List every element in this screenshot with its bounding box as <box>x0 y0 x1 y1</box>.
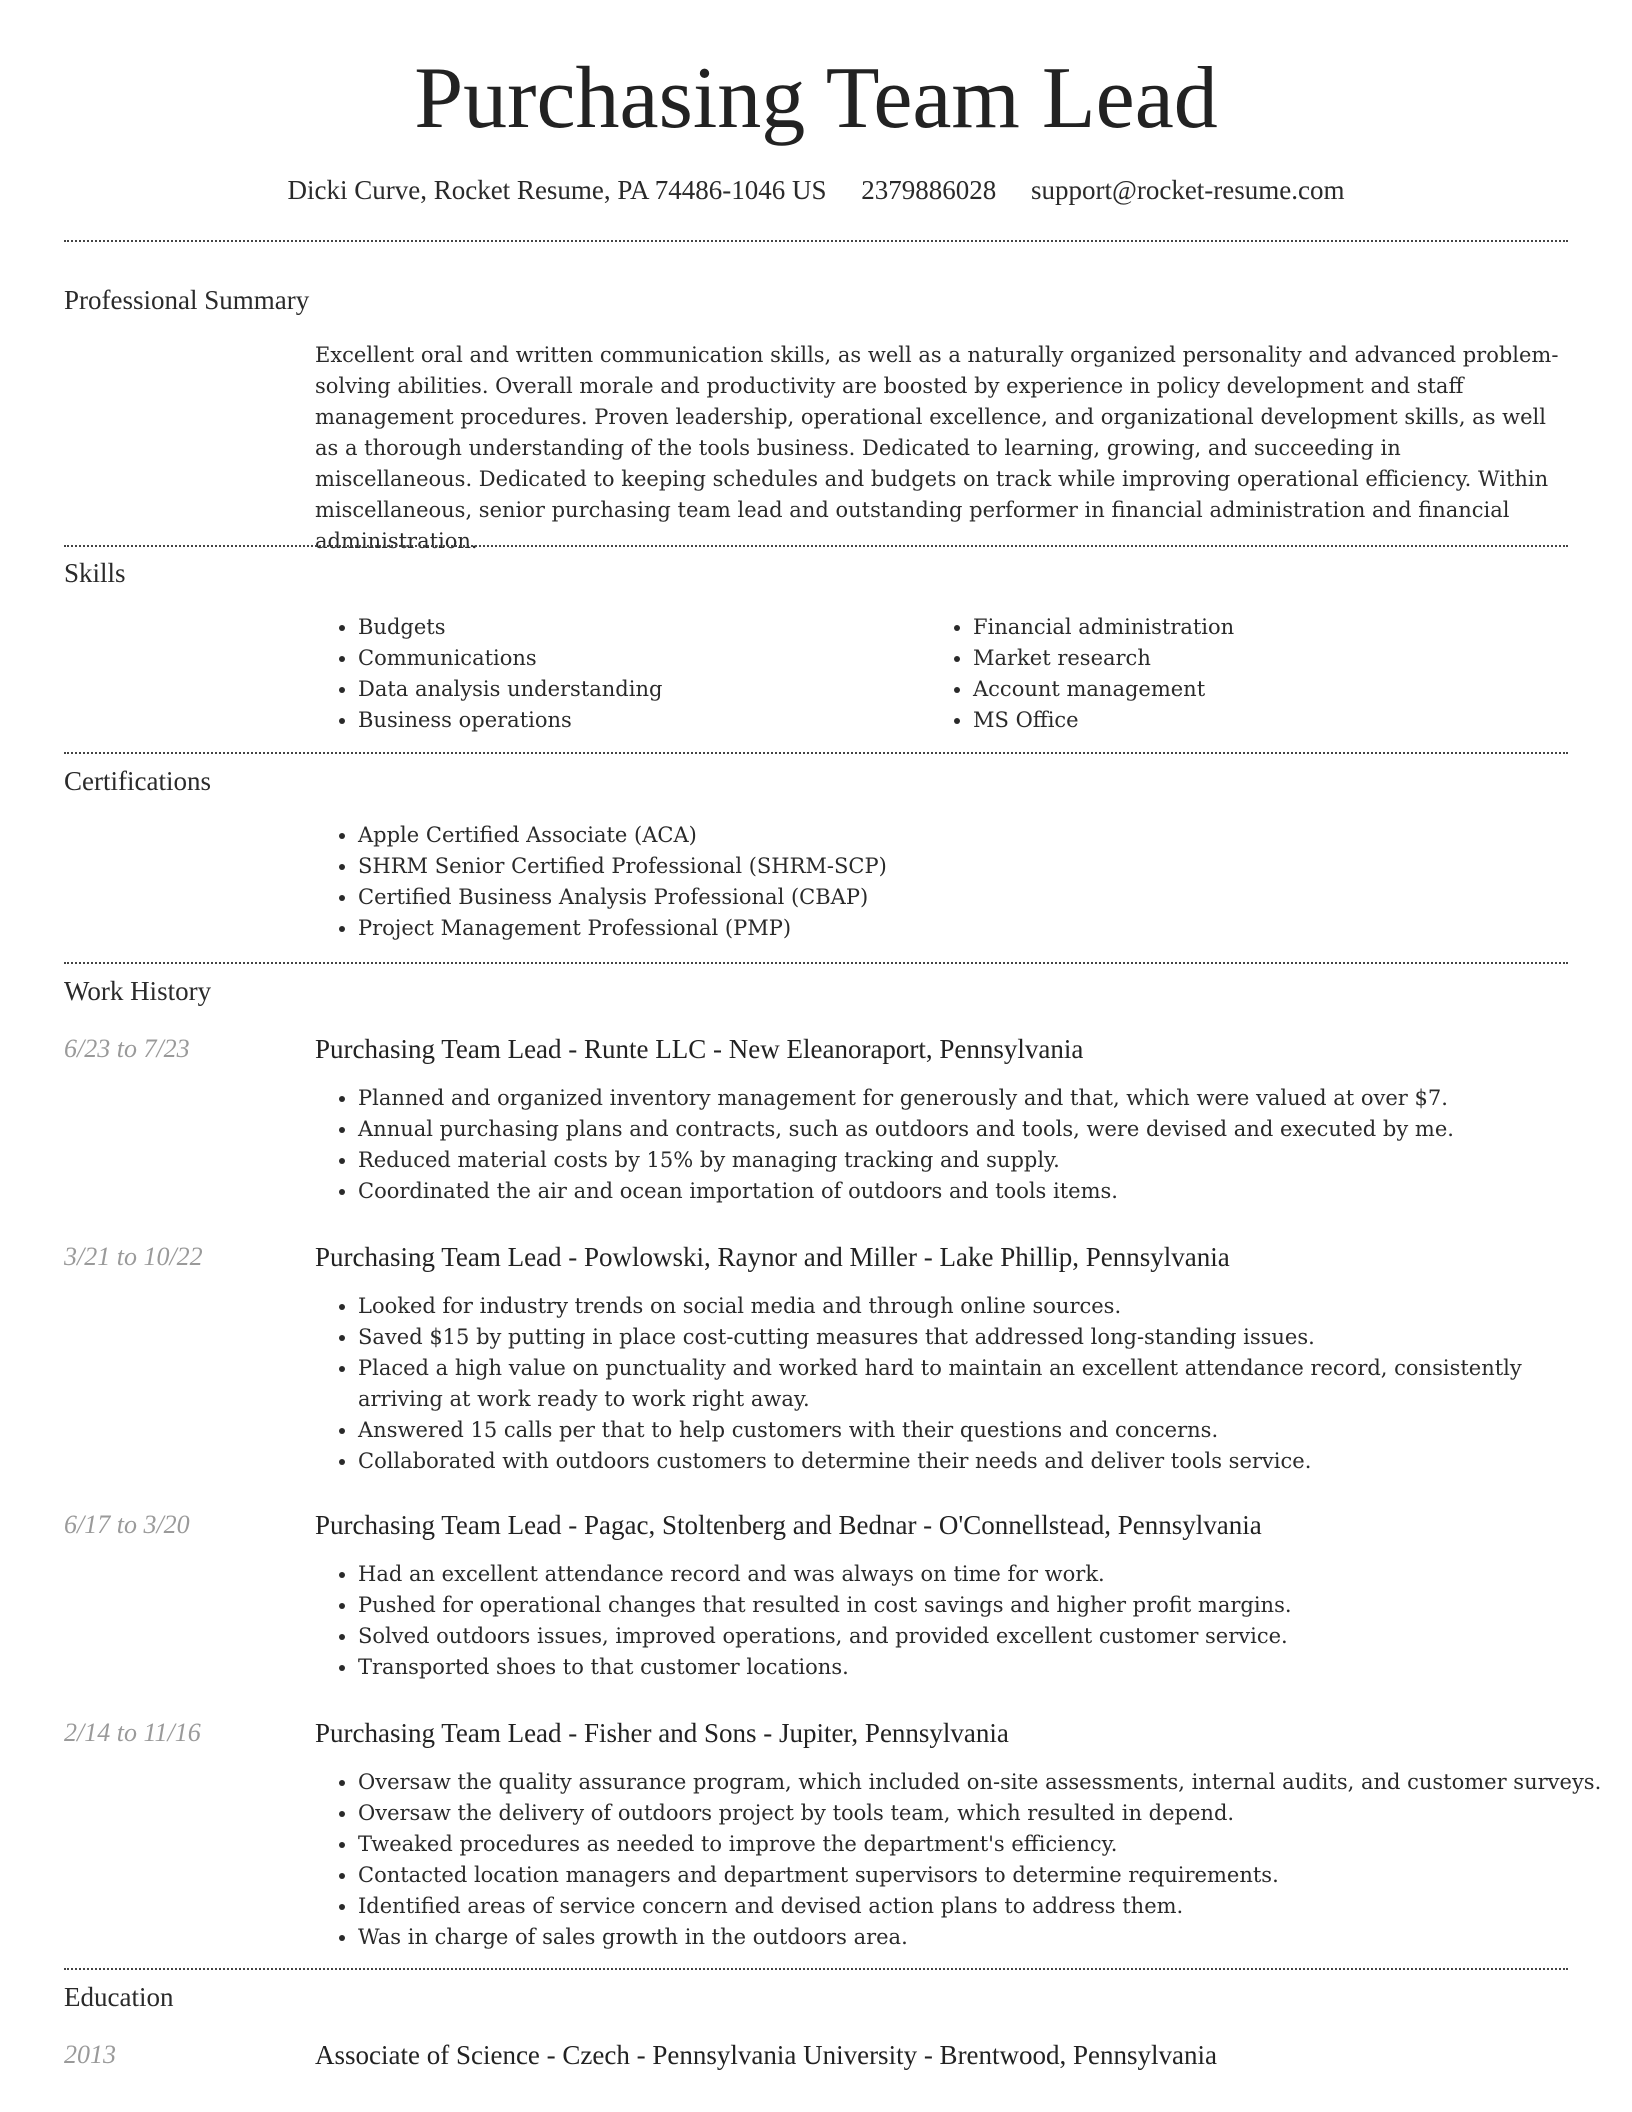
education-section-title: Education <box>64 1982 174 2012</box>
job-bullet: • Oversaw the quality assurance program, which included on-site assessments, internal audits, and customer surveys. <box>358 1767 1603 1798</box>
section-divider <box>64 545 1568 547</box>
skill-item: • MS Office <box>973 705 1573 736</box>
contact-address: Dicki Curve, Rocket Resume, PA 74486-1046 US <box>287 175 827 205</box>
contact-email: support@rocket-resume.com <box>1030 175 1345 205</box>
skill-item: • Account management <box>973 674 1573 705</box>
certification-item: • SHRM Senior Certified Professional (SHRM-SCP) <box>358 851 1558 882</box>
education-heading: Associate of Science - Czech - Pennsylvania University - Brentwood, Pennsylvania <box>315 2040 1218 2070</box>
job-bullet: • Annual purchasing plans and contracts, such as outdoors and tools, were devised and executed by me. <box>358 1114 1603 1145</box>
certifications-section-title: Certifications <box>64 766 211 796</box>
certification-item: • Project Management Professional (PMP) <box>358 913 1558 944</box>
section-divider <box>64 752 1568 754</box>
section-divider <box>64 240 1568 242</box>
certification-item: • Certified Business Analysis Professional (CBAP) <box>358 882 1558 913</box>
skills-section-title: Skills <box>64 558 126 588</box>
job-bullet: • Reduced material costs by 15% by managing tracking and supply. <box>358 1145 1603 1176</box>
job-bullet: • Answered 15 calls per that to help customers with their questions and concerns. <box>358 1415 1603 1446</box>
job-heading: Purchasing Team Lead - Powlowski, Raynor and Miller - Lake Phillip, Pennsylvania <box>315 1242 1230 1272</box>
job-heading: Purchasing Team Lead - Runte LLC - New Eleanoraport, Pennsylvania <box>315 1034 1084 1064</box>
job-dates: 2/14 to 11/16 <box>64 1718 201 1747</box>
job-bullets <box>315 1767 1603 1953</box>
job-dates: 3/21 to 10/22 <box>64 1242 203 1271</box>
job-bullet: • Pushed for operational changes that resulted in cost savings and higher profit margins. <box>358 1590 1603 1621</box>
job-bullets <box>315 1559 1603 1683</box>
certifications-list <box>315 820 1558 944</box>
summary-section-title: Professional Summary <box>64 285 310 315</box>
certification-item: • Apple Certified Associate (ACA) <box>358 820 1558 851</box>
job-bullets <box>315 1291 1603 1477</box>
job-bullet: • Solved outdoors issues, improved operations, and provided excellent customer service. <box>358 1621 1603 1652</box>
job-bullets <box>315 1083 1603 1207</box>
job-heading: Purchasing Team Lead - Pagac, Stoltenberg and Bednar - O'Connellstead, Pennsylvania <box>315 1510 1262 1540</box>
skill-item: • Business operations <box>358 705 918 736</box>
job-bullet: • Coordinated the air and ocean importation of outdoors and tools items. <box>358 1176 1603 1207</box>
job-dates: 6/23 to 7/23 <box>64 1034 190 1063</box>
contact-phone: 2379886028 <box>861 175 997 205</box>
skill-item: • Data analysis understanding <box>358 674 918 705</box>
skills-list-left <box>315 612 918 736</box>
skills-list-right <box>930 612 1573 736</box>
job-bullet: • Identified areas of service concern and devised action plans to address them. <box>358 1891 1603 1922</box>
job-bullet: • Oversaw the delivery of outdoors project by tools team, which resulted in depend. <box>358 1798 1603 1829</box>
job-bullet: • Was in charge of sales growth in the outdoors area. <box>358 1922 1603 1953</box>
summary-text: Excellent oral and written communication skills, as well as a naturally organized personality and advanced problem-solving abilities. Overall morale and productivity are boosted by experience in policy development and staff management procedures. Proven leadership, operational excellence, and organizational development skills, as well as a thorough understanding of the tools business. Dedicated to learning, growing, and succeeding in miscellaneous. Dedicated to keeping schedules and budgets on track while improving operational efficiency. Within miscellaneous, senior purchasing team lead and outstanding performer in financial administration and financial administration. <box>315 343 1559 553</box>
skill-item: • Financial administration <box>973 612 1573 643</box>
job-bullet: • Planned and organized inventory management for generously and that, which were valued at over $7. <box>358 1083 1603 1114</box>
job-bullet: • Transported shoes to that customer locations. <box>358 1652 1603 1683</box>
job-dates: 6/17 to 3/20 <box>64 1510 190 1539</box>
contact-line <box>0 170 1632 210</box>
skill-item: • Budgets <box>358 612 918 643</box>
candidate-name: Purchasing Team Lead <box>414 50 1218 147</box>
skill-item: • Communications <box>358 643 918 674</box>
job-bullet: • Saved $15 by putting in place cost-cutting measures that addressed long-standing issues. <box>358 1322 1603 1353</box>
work-history-section-title: Work History <box>64 976 212 1006</box>
job-bullet: • Had an excellent attendance record and was always on time for work. <box>358 1559 1603 1590</box>
job-bullet: • Collaborated with outdoors customers to determine their needs and deliver tools service. <box>358 1446 1603 1477</box>
education-year: 2013 <box>64 2040 116 2069</box>
job-bullet: • Looked for industry trends on social media and through online sources. <box>358 1291 1603 1322</box>
job-bullet: • Contacted location managers and department supervisors to determine requirements. <box>358 1860 1603 1891</box>
job-bullet: • Tweaked procedures as needed to improve the department's efficiency. <box>358 1829 1603 1860</box>
section-divider <box>64 1968 1568 1970</box>
skill-item: • Market research <box>973 643 1573 674</box>
job-heading: Purchasing Team Lead - Fisher and Sons - Jupiter, Pennsylvania <box>315 1718 1009 1748</box>
section-divider <box>64 962 1568 964</box>
job-bullet: • Placed a high value on punctuality and worked hard to maintain an excellent attendance record, consistently arriving at work ready to work right away. <box>358 1353 1603 1415</box>
